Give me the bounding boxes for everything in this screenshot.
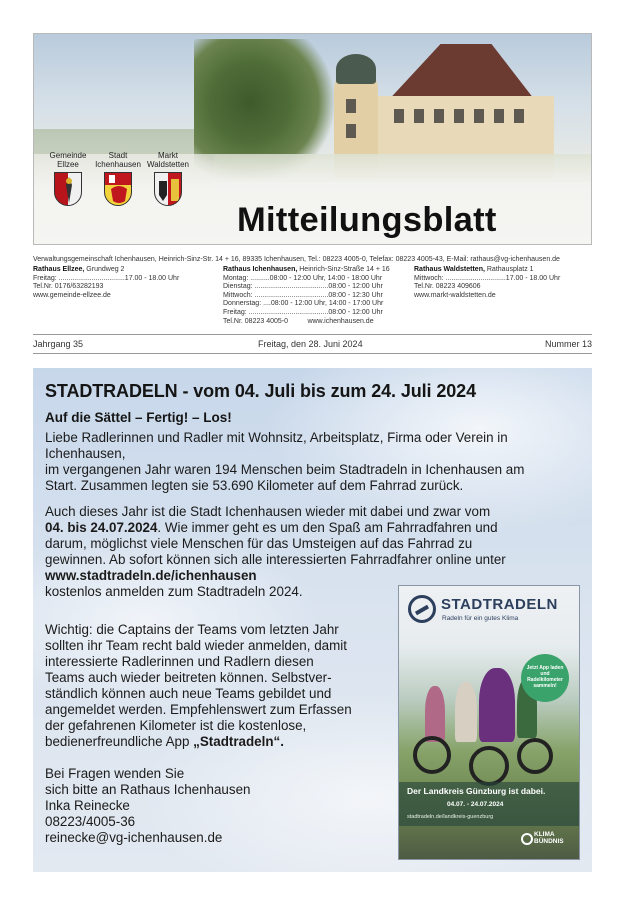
crest-waldstetten: Markt Waldstetten — [144, 152, 192, 206]
stadtradeln-poster — [398, 585, 580, 860]
poster-url: stadtradeln.de/landkreis-guenzburg — [407, 814, 494, 820]
issue-number: Nummer 13 — [544, 339, 592, 349]
waldstetten-coat-of-arms-icon — [154, 172, 182, 206]
masthead-title: Mitteilungsblatt — [237, 201, 497, 239]
bike-wheel-icon — [517, 738, 553, 774]
issue-info-row — [33, 338, 592, 352]
office-ichenhausen: Rathaus Ichenhausen, Heinrich-Sinz-Straße 14 + 16 Montag: ..........08:00 - 12:00 Uhr, 14:00 - 18:00 Uhr Dienstag: ......................................08:00 - 12:00 Uhr Mittwoch: ......................................08:00 - 12:30 Uhr Donnerstag: ....08:00 - 12:00 Uhr, 14:00 - 17:00 Uhr Freitag: .........................................08:00 - 12:00 Uhr Tel.Nr. 08223 4005-0 www.ichenhausen.de — [223, 266, 390, 325]
ichenhausen-contact-row[interactable]: Tel.Nr. 08223 4005-0 www.ichenhausen.de — [223, 317, 374, 325]
bike-wheel-icon — [413, 736, 451, 774]
article-title: STADTRADELN - vom 04. Juli bis zum 24. Juli 2024 — [45, 381, 476, 401]
article-paragraph-2: Auch dieses Jahr ist die Stadt Ichenhausen wieder mit dabei und zwar vom 04. bis 24.07.2024. Wie immer geht es um den Spaß am Fahrradfahren und darum, möglichst viele Menschen für das Umsteigen auf das Fahrrad zu gewinnen. Ab sofort können sich alle interessierten Fahrradfahrer online unter www.stadtradeln.de/ichenhausen kostenlos anmelden zum Stadtradeln 2024. — [45, 504, 506, 599]
poster-dates: 04.07. - 24.07.2024 — [447, 801, 504, 808]
poster-klima-buendnis: KLIMA BÜNDNIS — [534, 831, 564, 845]
article-paragraph-1: Liebe Radlerinnen und Radler mit Wohnsitz, Arbeitsplatz, Firma oder Verein in Ichenhausen, im vergangenen Jahr waren 194 Menschen beim Stadtradeln in Ichenhausen am Start. Zusammen legten sie 53.690 Kilometer auf dem Fahrrad zurück. — [45, 430, 525, 493]
article-paragraph-3: Wichtig: die Captains der Teams vom letzten Jahr sollten ihr Team recht bald wieder anmelden, damit interessierte Radlerinnen und Radlern diesen Teams auch wieder beitreten können. Selbstver- ständlich können auch neue Teams gebildet und angemeldet werden. Empfehlenswert zum Erfassen der gefahrenen Kilometer ist die kostenlose, bedienerfreundliche App „Stadtradeln“. — [45, 622, 352, 749]
klima-buendnis-logo-icon — [521, 833, 533, 845]
waldstetten-website-link[interactable]: www.markt-waldstetten.de — [414, 291, 496, 299]
poster-banner-text: Der Landkreis Günzburg ist dabei. — [407, 786, 546, 796]
issue-volume: Jahrgang 35 — [33, 339, 84, 349]
divider-bottom — [33, 353, 592, 354]
article-subtitle: Auf die Sättel – Fertig! – Los! — [45, 410, 232, 425]
cyclist-figure-icon — [425, 686, 445, 742]
administration-contact-line: Verwaltungsgemeinschaft Ichenhausen, Heinrich-Sinz-Str. 14 + 16, 89335 Ichenhausen, Tel.: 08223 4005-0, Telefax: 08223 4005-43, E-Mail: rathaus@vg-ichenhausen.de — [33, 256, 560, 263]
crest-ellzee: Gemeinde Ellzee — [44, 152, 92, 206]
poster-tagline: Radeln für ein gutes Klima — [442, 615, 519, 622]
masthead — [33, 33, 592, 245]
poster-brand: STADTRADELN — [441, 596, 558, 613]
ellzee-website-link[interactable]: www.gemeinde-ellzee.de — [33, 291, 111, 299]
divider-top — [33, 334, 592, 335]
contact-email-link[interactable]: reinecke@vg-ichenhausen.de — [45, 830, 223, 845]
cyclist-figure-icon — [479, 668, 515, 742]
stadtradeln-logo-icon — [408, 595, 436, 623]
bike-wheel-icon — [469, 746, 509, 786]
stadtradeln-registration-link[interactable]: www.stadtradeln.de/ichenhausen — [45, 568, 257, 583]
article-contact: Bei Fragen wenden Sie sich bitte an Rathaus Ichenhausen Inka Reinecke 08223/4005-36 reinecke@vg-ichenhausen.de — [45, 766, 390, 846]
cyclist-figure-icon — [455, 682, 477, 742]
ellzee-coat-of-arms-icon — [54, 172, 82, 206]
office-waldstetten: Rathaus Waldstetten, Rathausplatz 1 Mittwoch: ...............................17.00 - 18.00 Uhr Tel.Nr. 08223 409606 www.markt-waldstetten.de — [414, 266, 561, 299]
crest-ichenhausen: Stadt Ichenhausen — [94, 152, 142, 206]
app-badge: Jetzt App laden und Radelkilometer sammeln! — [521, 654, 569, 702]
ichenhausen-coat-of-arms-icon — [104, 172, 132, 206]
office-ellzee: Rathaus Ellzee, Grundweg 2 Freitag: ..................................17.00 - 18.00 Uhr Tel.Nr. 0176/63282193 www.gemeinde-ellzee.de — [33, 266, 180, 299]
stadtradeln-article — [33, 368, 592, 872]
issue-date: Freitag, den 28. Juni 2024 — [258, 339, 363, 349]
